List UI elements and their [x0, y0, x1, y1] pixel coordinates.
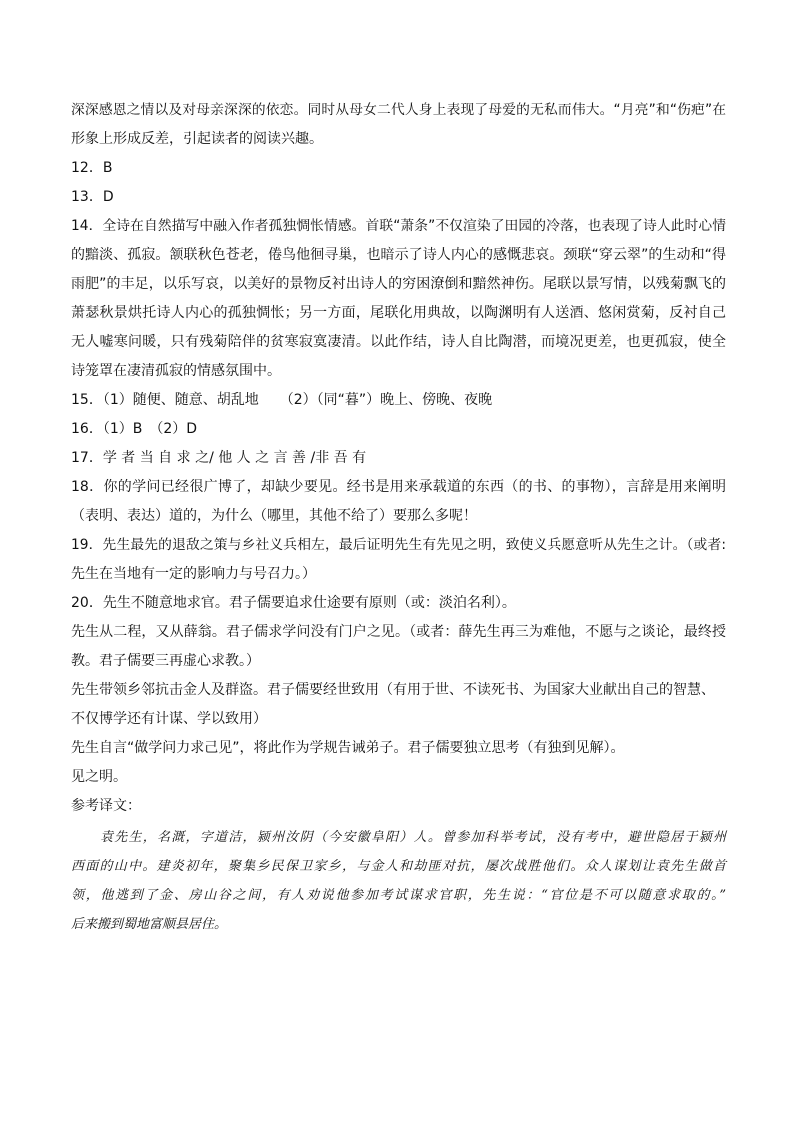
answer-18: 18．你的学问已经很广博了，却缺少要见。经书是用来承载道的东西（的书、的事物），言辞是用来阐明 — [71, 479, 726, 495]
text-line: 先生自言“做学问力求己见”，将此作为学规告诫弟子。君子儒要独立思考（有独到见解）。 — [71, 740, 625, 756]
text-line: 不仅博学还有计谋、学以致用） — [71, 711, 267, 727]
reference-translation — [71, 823, 726, 939]
translation-line: 领，他逃到了金、房山谷之间，有人劝说他参加考试谋求官职，先生说：“官位是不可以随意求取的。” — [71, 888, 726, 903]
text-line: 形象上形成反差，引起读者的阅读兴趣。 — [71, 131, 323, 147]
translation-line: 西面的山中。建炎初年，聚集乡民保卫家乡，与金人和劫匪对抗，屡次战胜他们。众人谋划让袁先生做首 — [71, 859, 726, 874]
text-line: 先生带领乡邻抗击金人及群盗。君子儒要经世致用（有用于世、不读死书、为国家大业献出自己的智慧、 — [71, 682, 715, 698]
text-line: 教。君子儒要三再虚心求教。） — [71, 653, 260, 669]
answer-17: 17．学 者 当 自 求 之/ 他 人 之 言 善 /非 吾 有 — [71, 450, 367, 466]
answer-13: 13．D — [71, 189, 114, 205]
answer-15: 15．（1）随便、随意、胡乱地 （2）（同“暮”）晚上、傍晚、夜晚 — [71, 392, 493, 408]
translation-line: 袁先生，名溉，字道洁，颍州汝阴（今安徽阜阳）人。曾参加科举考试，没有考中，避世隐居于颍州 — [100, 830, 726, 845]
text-line: 萧瑟秋景烘托诗人内心的孤独惆怅；另一方面，尾联化用典故，以陶渊明有人送酒、悠闲赏菊，反衬自己 — [71, 305, 726, 321]
answer-20: 20．先生不随意地求官。君子儒要追求仕途要有原则（或：淡泊名利）。 — [71, 595, 516, 611]
text-line: 雨肥”的丰足，以乐写哀，以美好的景物反衬出诗人的穷困潦倒和黯然神伤。尾联以景写情，以残菊飘飞的 — [71, 276, 726, 292]
answer-14: 14．全诗在自然描写中融入作者孤独惆怅情感。首联“萧条”不仅渲染了田园的冷落，也表现了诗人此时心情 — [71, 218, 726, 234]
answer-text-body — [71, 96, 726, 939]
answer-19: 19．先生最先的退敌之策与乡社义兵相左，最后证明先生有先见之明，致使义兵愿意听从先生之计。（或者: — [71, 537, 726, 553]
text-line: 见之明。 — [71, 769, 127, 785]
text-line: 诗笼罩在凄清孤寂的情感氛围中。 — [71, 363, 281, 379]
reference-translation-heading: 参考译文： — [71, 798, 141, 814]
translation-line: 后来搬到蜀地富顺县居住。 — [71, 917, 228, 932]
text-line: 先生在当地有一定的影响力与号召力。） — [71, 566, 316, 582]
text-line: 无人嘘寒问暖，只有残菊陪伴的贫寒寂寞凄清。以此作结，诗人自比陶潜，而境况更差，也更孤寂，使全 — [71, 334, 726, 350]
text-line: 的黯淡、孤寂。颔联秋色苍老，倦鸟他徊寻巢，也暗示了诗人内心的感慨悲哀。颈联“穿云翠”的生动和“得 — [71, 247, 726, 263]
text-line: （表明、表达）道的，为什么（哪里，其他不给了）要那么多呢！ — [71, 508, 477, 524]
text-line: 深深感恩之情以及对母亲深深的依恋。同时从母女二代人身上表现了母爱的无私而伟大。“月亮”和“伤疤”在 — [71, 102, 726, 118]
answer-16: 16．（1）B （2）D — [71, 421, 198, 437]
answer-12: 12．B — [71, 160, 113, 176]
text-line: 先生从二程，又从薛翁。君子儒求学问没有门户之见。（或者：薛先生再三为难他，不愿与之谈论，最终授 — [71, 624, 726, 640]
